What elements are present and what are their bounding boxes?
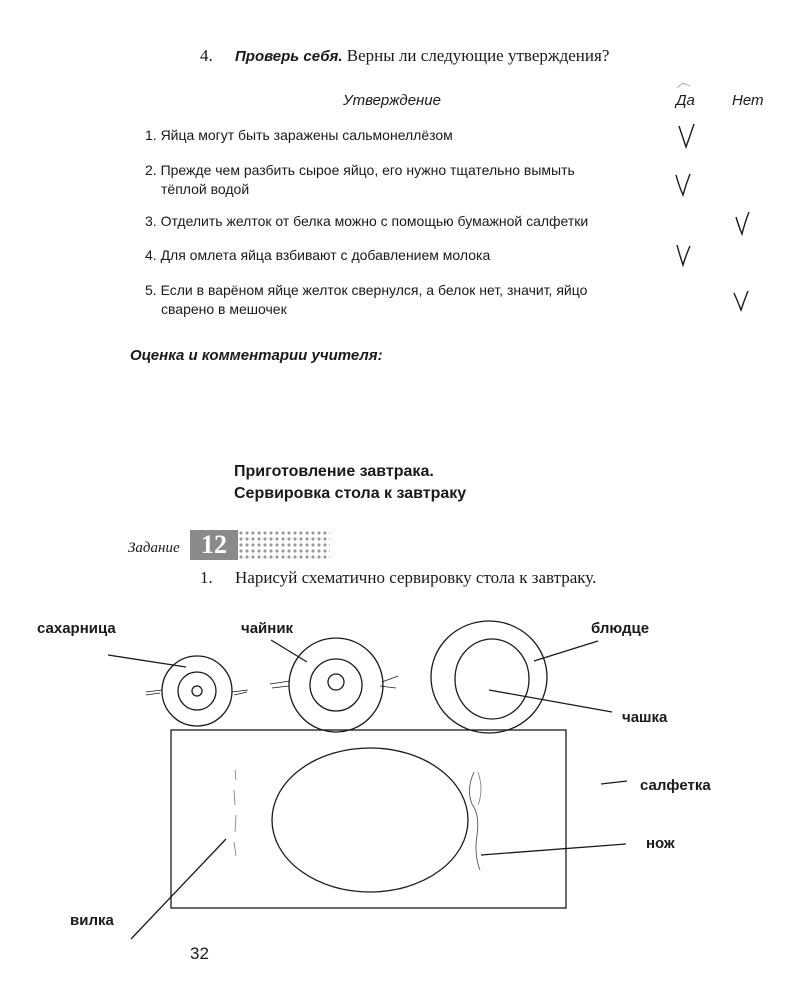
saucer-cup-shape	[431, 621, 547, 733]
question-number: 4.	[200, 46, 213, 65]
pencil-mark	[677, 83, 690, 88]
header-no: Нет	[732, 92, 764, 109]
task-number-badge: 12	[190, 530, 238, 560]
check-mark-5	[734, 291, 748, 310]
statement-1: 1. Яйца могут быть заражены сальмонеллёзом	[145, 127, 453, 143]
table-setting-drawing	[0, 600, 797, 940]
statement-2: 2. Прежде чем разбить сырое яйцо, его нужно тщательно вымыть тёплой водой	[145, 162, 575, 197]
check-mark-4	[677, 245, 690, 265]
label-fork: вилка	[70, 912, 114, 929]
label-sugar-bowl: сахарница	[37, 620, 116, 637]
napkin-shape	[171, 730, 566, 908]
label-saucer: блюдце	[591, 620, 650, 637]
question-text: Верны ли следующие утверждения?	[346, 46, 610, 65]
leader-knife	[481, 844, 626, 855]
fork-shape	[234, 770, 236, 856]
label-teapot: чайник	[241, 620, 294, 637]
plate-shape	[272, 748, 468, 892]
leader-sugar-bowl	[108, 655, 186, 667]
task-item-number: 1.	[200, 568, 213, 587]
label-knife: нож	[646, 835, 675, 852]
check-mark-2	[676, 174, 690, 195]
question-lead: Проверь себя.	[235, 48, 343, 65]
header-yes: Да	[676, 92, 695, 109]
statement-5: 5. Если в варёном яйце желток свернулся, а белок нет, значит, яйцо сварено в мешочек	[145, 282, 588, 317]
header-statement: Утверждение	[343, 92, 441, 109]
check-mark-1	[679, 124, 694, 147]
label-cup: чашка	[622, 709, 668, 726]
task-label: Задание	[128, 540, 180, 556]
leader-napkin	[601, 781, 627, 784]
section-title: Приготовление завтрака. Сервировка стола к завтраку	[234, 463, 467, 502]
check-mark-3	[736, 212, 749, 234]
sugar-bowl-shape	[146, 656, 248, 726]
dotted-decoration	[238, 530, 330, 560]
leader-cup	[489, 690, 612, 712]
teacher-comment-label: Оценка и комментарии учителя:	[130, 347, 383, 364]
label-napkin: салфетка	[640, 777, 711, 794]
statement-4: 4. Для омлета яйца взбивают с добавлением молока	[145, 247, 491, 263]
leader-teapot	[271, 640, 307, 662]
task-item-text: Нарисуй схематично сервировку стола к завтраку.	[235, 568, 597, 587]
answer-checkmarks	[0, 0, 797, 340]
knife-shape	[469, 772, 480, 870]
teapot-shape	[270, 638, 398, 732]
page-number: 32	[190, 944, 209, 963]
leader-saucer	[534, 641, 598, 661]
statement-3: 3. Отделить желток от белка можно с помощью бумажной салфетки	[145, 213, 589, 229]
leader-fork	[131, 839, 226, 939]
